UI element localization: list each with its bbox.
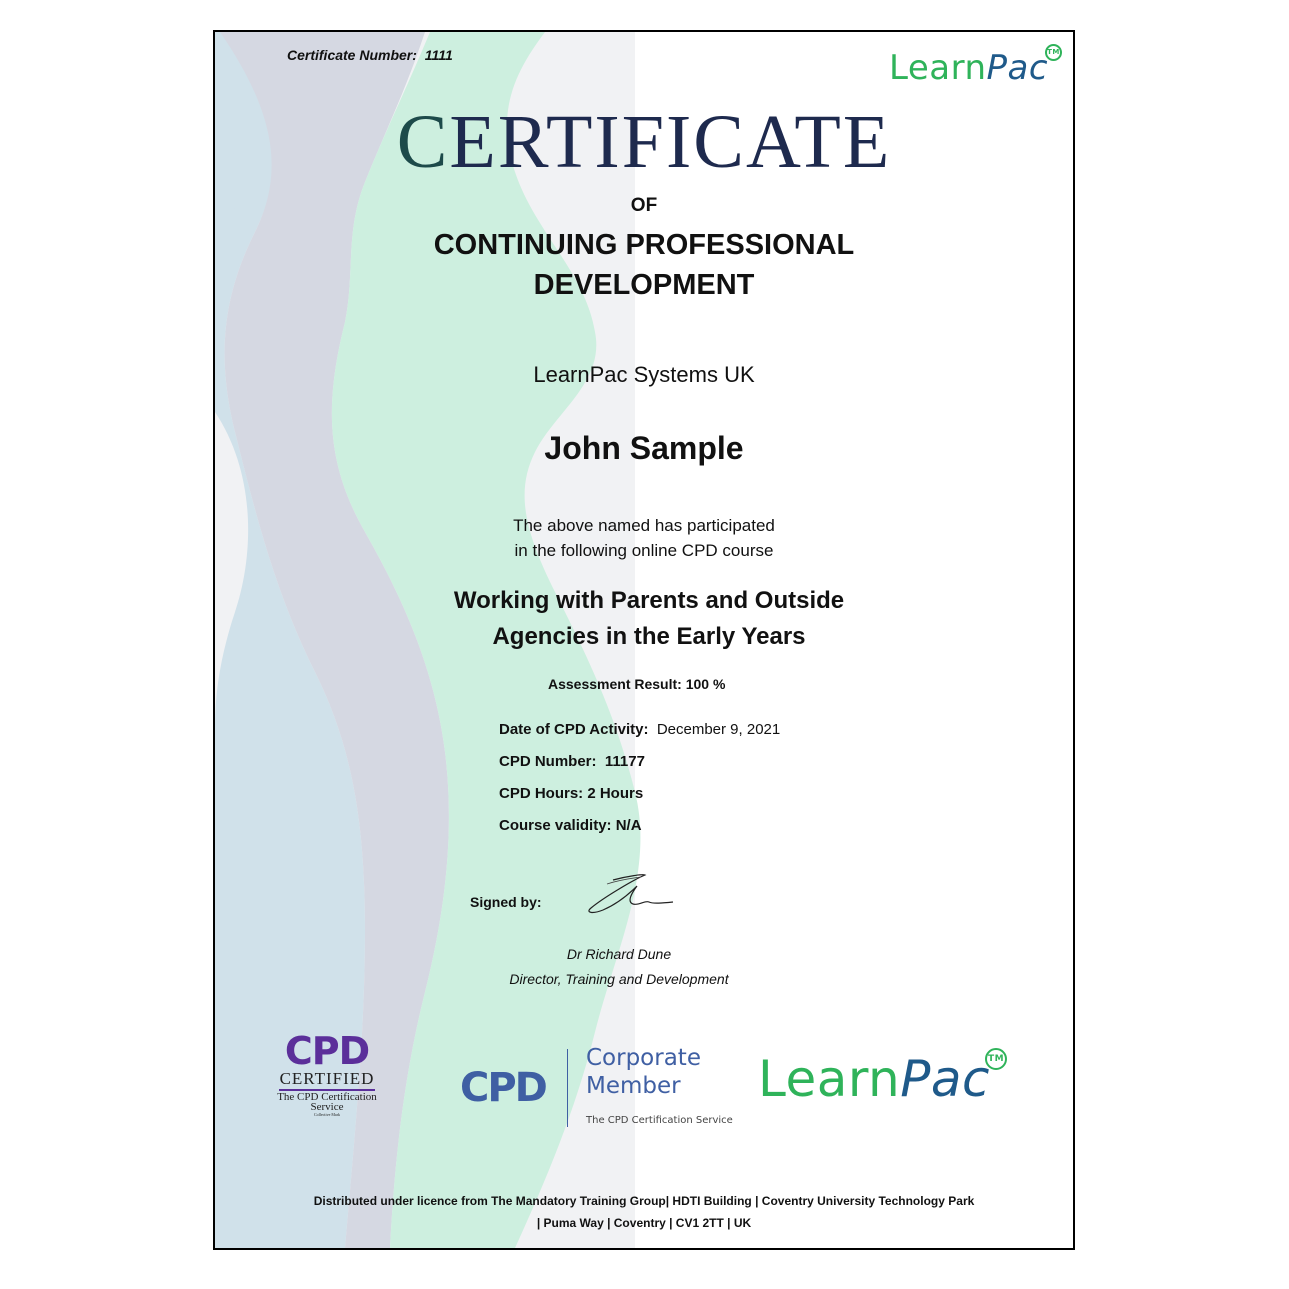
detail-cpd-hours-value: 2 Hours — [587, 785, 644, 802]
detail-course-validity — [499, 817, 642, 834]
logo-learn-text: Learn — [889, 48, 987, 88]
detail-date-label: Date of CPD Activity: — [499, 721, 649, 738]
logo-bottom-learn-text: Learn — [758, 1050, 901, 1108]
certificate-number-value: 1111 — [424, 47, 453, 63]
detail-date — [499, 721, 780, 738]
title-of: OF — [630, 195, 658, 216]
cpd-certified-word: CERTIFIED — [279, 1069, 375, 1088]
footer-line-1: Distributed under licence from The Mandatory Training Group| HDTI Building | Coventry University Technology Park — [313, 1194, 975, 1208]
organisation-name: LearnPac Systems UK — [533, 362, 755, 387]
cpd-certified-badge — [267, 1029, 387, 1132]
signature-icon — [583, 872, 683, 916]
corporate-member-text — [586, 1044, 701, 1100]
corporate-divider — [567, 1049, 568, 1127]
signer-title: Director, Training and Development — [509, 971, 729, 987]
detail-validity-value: N/A — [615, 817, 642, 834]
footer-address — [215, 1190, 1073, 1234]
logo-pac-text: Pac — [986, 48, 1049, 88]
detail-cpd-number-label: CPD Number: — [499, 753, 597, 770]
participation-line-2: in the following online CPD course — [514, 541, 774, 560]
corporate-cpd-logo-text: CPD — [460, 1065, 546, 1111]
logo-bottom-pac-text: Pac — [900, 1050, 991, 1108]
subtitle-line-1: CONTINUING PROFESSIONAL — [433, 229, 855, 261]
title-first-letter: C — [396, 100, 450, 184]
course-line-2: Agencies in the Early Years — [492, 623, 806, 650]
cpd-certified-collective-mark: Collective Mark — [313, 1112, 341, 1117]
assessment-label: Assessment Result: — [548, 676, 682, 692]
corporate-line-2: Member — [586, 1073, 681, 1099]
learnpac-logo-bottom — [758, 1050, 1005, 1108]
cpd-certified-service-line-2: Service — [310, 1101, 344, 1113]
course-title — [215, 583, 1075, 655]
certificate-page — [213, 30, 1075, 1250]
signer-name: Dr Richard Dune — [566, 946, 672, 962]
detail-cpd-number — [499, 753, 645, 770]
assessment-value: 100 % — [685, 676, 726, 692]
signer-block — [215, 942, 1023, 992]
learnpac-logo-top — [889, 48, 1060, 88]
recipient-name: John Sample — [544, 430, 744, 466]
cpd-certified-logo-text: CPD — [284, 1029, 370, 1073]
detail-validity-label: Course validity: — [499, 817, 612, 834]
detail-date-value: December 9, 2021 — [656, 721, 781, 738]
corporate-line-1: Corporate — [586, 1045, 701, 1071]
title-rest: ERTIFICATE — [449, 100, 892, 184]
detail-cpd-hours — [499, 785, 643, 802]
certificate-title — [215, 100, 1073, 184]
detail-cpd-number-value: 11177 — [604, 753, 645, 770]
cpd-certified-service — [267, 1092, 387, 1117]
assessment-result — [548, 676, 725, 692]
trademark-icon-bottom: TM — [985, 1048, 1007, 1070]
certificate-number-label: Certificate Number: — [287, 47, 417, 63]
participation-line-1: The above named has participated — [513, 516, 775, 535]
detail-cpd-hours-label: CPD Hours: — [499, 785, 584, 802]
cpd-corporate-member-badge — [460, 1042, 750, 1132]
signed-by-label: Signed by: — [470, 894, 542, 910]
course-line-1: Working with Parents and Outside — [453, 587, 845, 614]
subtitle-line-2: DEVELOPMENT — [533, 269, 755, 301]
cpd-certified-service-line-1: The CPD Certification — [277, 1091, 377, 1103]
footer-line-2: | Puma Way | Coventry | CV1 2TT | UK — [536, 1216, 752, 1230]
participation-statement — [215, 513, 1073, 563]
corporate-service-text: The CPD Certification Service — [586, 1115, 733, 1126]
certificate-number — [287, 47, 453, 63]
trademark-icon: TM — [1045, 44, 1062, 61]
certificate-subtitle — [215, 225, 1073, 305]
